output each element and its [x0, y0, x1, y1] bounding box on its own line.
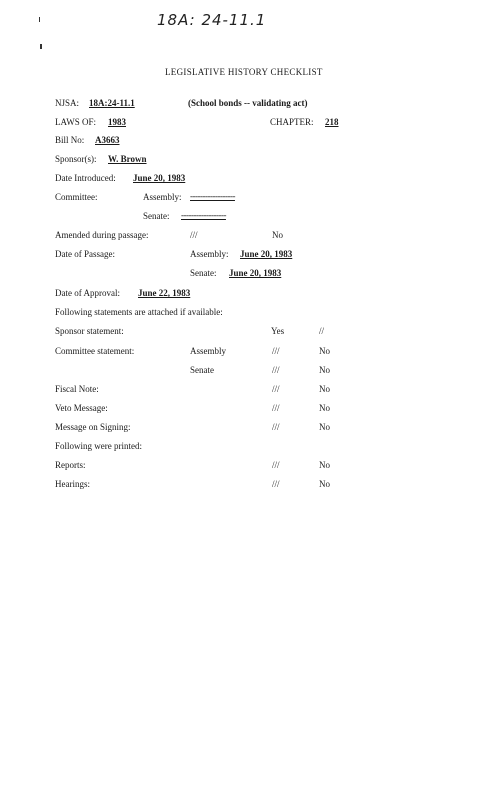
committee-senate-label: Senate: [143, 211, 170, 221]
veto-message-no: No [319, 403, 330, 413]
scan-speck [39, 17, 40, 22]
passage-assembly-label: Assembly: [190, 249, 229, 259]
njsa-value: 18A:24-11.1 [89, 98, 135, 108]
sponsor-statement-no: // [319, 326, 325, 336]
reports-mark: /// [272, 460, 280, 470]
handwritten-reference: 18A: 24-11.1 [157, 11, 267, 29]
fiscal-note-label: Fiscal Note: [55, 384, 99, 394]
committee-label: Committee: [55, 192, 98, 202]
scan-speck [40, 44, 42, 49]
committee-statement-senate: Senate [190, 365, 214, 375]
reports-label: Reports: [55, 460, 86, 470]
committee-senate-value: ------------------ [181, 210, 226, 220]
date-introduced-value: June 20, 1983 [133, 173, 186, 183]
fiscal-note-no: No [319, 384, 330, 394]
committee-statement-assembly-mark: /// [272, 346, 280, 356]
sponsor-statement-yes: Yes [271, 326, 285, 336]
laws-of-label: LAWS OF: [55, 117, 97, 127]
bill-no-label: Bill No: [55, 135, 85, 145]
committee-statement-senate-no: No [319, 365, 330, 375]
date-of-approval-value: June 22, 1983 [138, 288, 191, 298]
reports-no: No [319, 460, 330, 470]
signing-message-mark: /// [272, 422, 280, 432]
amended-label: Amended during passage: [55, 230, 149, 240]
date-introduced-label: Date Introduced: [55, 173, 116, 183]
veto-message-mark: /// [272, 403, 280, 413]
veto-message-label: Veto Message: [55, 403, 108, 413]
passage-senate-label: Senate: [190, 268, 217, 278]
hearings-no: No [319, 479, 330, 489]
chapter-value: 218 [325, 117, 339, 127]
signing-message-no: No [319, 422, 330, 432]
fiscal-note-mark: /// [272, 384, 280, 394]
njsa-note: (School bonds -- validating act) [188, 98, 308, 108]
njsa-label: NJSA: [55, 98, 80, 108]
sponsor-statement-label: Sponsor statement: [55, 326, 124, 336]
signing-message-label: Message on Signing: [55, 422, 131, 432]
committee-statement-senate-mark: /// [272, 365, 280, 375]
date-of-approval-label: Date of Approval: [55, 288, 120, 298]
page-title: LEGISLATIVE HISTORY CHECKLIST [165, 67, 323, 77]
committee-assembly-label: Assembly: [143, 192, 182, 202]
laws-of-value: 1983 [108, 117, 126, 127]
chapter-label: CHAPTER: [270, 117, 314, 127]
amended-yes-mark: /// [190, 230, 198, 240]
committee-statement-assembly-no: No [319, 346, 330, 356]
bill-no-value: A3663 [95, 135, 120, 145]
sponsor-value: W. Brown [108, 154, 147, 164]
date-of-passage-label: Date of Passage: [55, 249, 115, 259]
passage-senate-value: June 20, 1983 [229, 268, 282, 278]
committee-assembly-value: ------------------ [190, 191, 235, 201]
committee-statement-assembly: Assembly [190, 346, 226, 356]
passage-assembly-value: June 20, 1983 [240, 249, 293, 259]
statements-header: Following statements are attached if available: [55, 307, 223, 317]
committee-statement-label: Committee statement: [55, 346, 135, 356]
hearings-mark: /// [272, 479, 280, 489]
amended-no-label: No [272, 230, 283, 240]
printed-header: Following were printed: [55, 441, 142, 451]
hearings-label: Hearings: [55, 479, 90, 489]
sponsor-label: Sponsor(s): [55, 154, 97, 164]
